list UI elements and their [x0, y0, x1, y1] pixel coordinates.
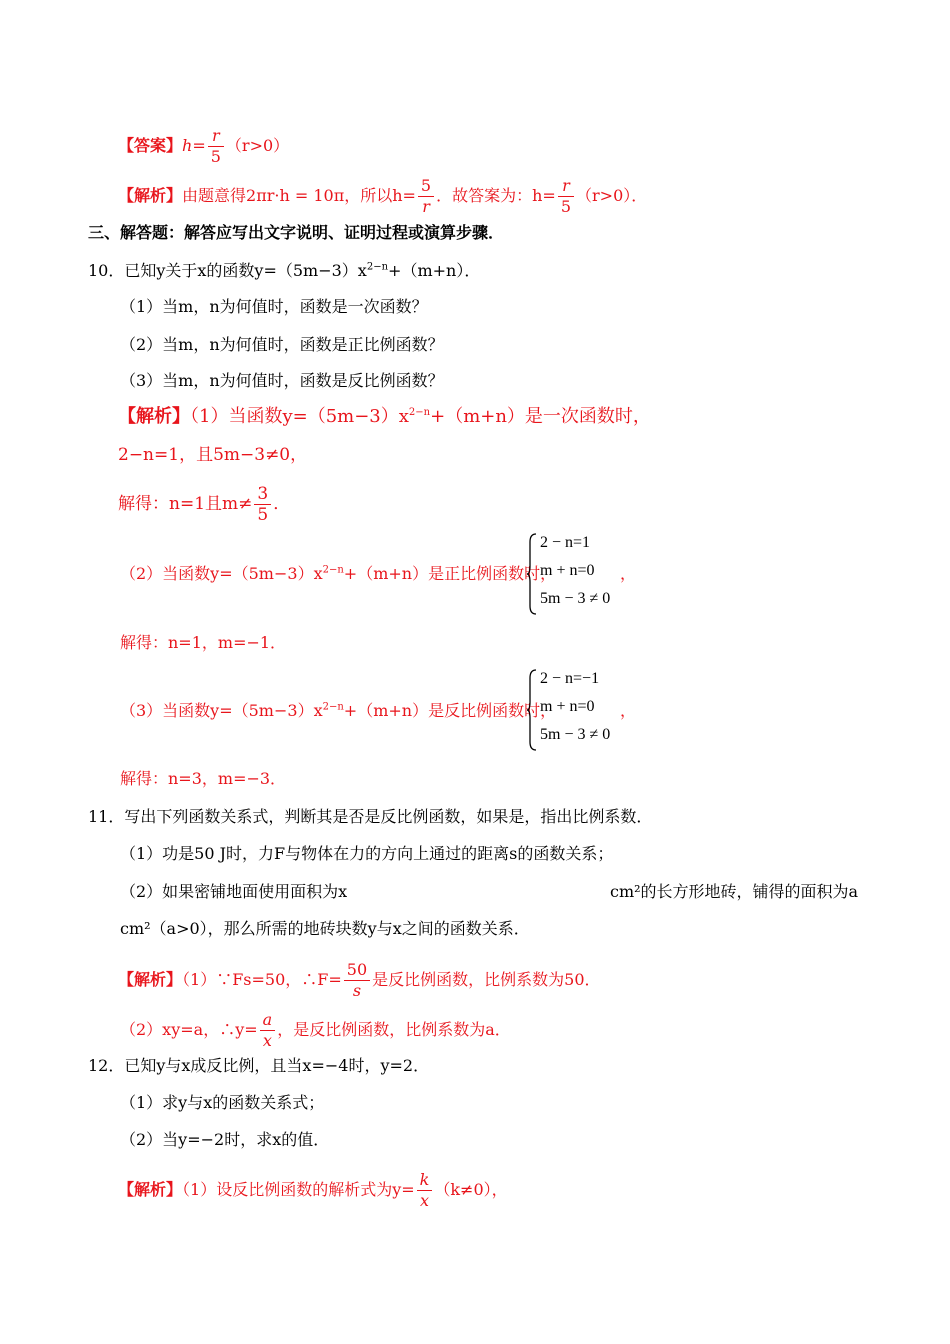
- q10-analysis-3: [120, 700, 556, 722]
- fraction-numerator: a: [260, 1010, 276, 1031]
- q11-analysis-1: [118, 960, 601, 1001]
- question-10-part-1: （1）当m，n为何值时，函数是一次函数？: [120, 297, 428, 316]
- analysis-text: +（m+n）是反比例函数时，: [343, 701, 557, 720]
- question-10-stem: [88, 260, 480, 282]
- q10-analysis-1: [118, 405, 651, 429]
- analysis-fraction: [344, 960, 370, 1001]
- analysis-text: （1）∵Fs=50，∴F=: [182, 970, 342, 989]
- answer-fraction: [208, 126, 224, 167]
- fraction-denominator: r: [422, 197, 430, 216]
- analysis-text: ．故答案为：h=: [436, 186, 556, 205]
- fraction-denominator: x: [419, 1191, 430, 1210]
- fraction-denominator: s: [352, 981, 362, 1000]
- answer-label: 【答案】: [118, 136, 183, 155]
- q11-analysis-2: [120, 1010, 511, 1051]
- section-heading: 三、解答题：解答应写出文字说明、证明过程或演算步骤．: [88, 223, 505, 242]
- analysis-label: 【解析】: [118, 1180, 183, 1199]
- fraction-denominator: 5: [257, 505, 269, 525]
- fraction-numerator: r: [208, 126, 224, 147]
- stem-text: 10．已知y关于x的函数y=（5m−3）x: [88, 261, 367, 280]
- analysis-text: ．: [273, 494, 291, 514]
- left-brace-icon: [526, 532, 538, 616]
- fraction-numerator: r: [558, 176, 574, 197]
- analysis-fraction-1: [418, 176, 434, 217]
- analysis-text: 由题意得2πr·h = 10π，所以h=: [182, 186, 416, 205]
- equation-row: 5m − 3 ≠ 0: [540, 726, 611, 743]
- analysis-text: （1）当函数y=（5m−3）x: [190, 406, 409, 427]
- question-11-part-1: （1）功是50 J时，力F与物体在力的方向上通过的距离s的函数关系；: [120, 844, 614, 863]
- question-11-part-2a: （2）如果密铺地面使用面积为x: [120, 882, 348, 901]
- question-12-part-2: （2）当y=−2时，求x的值．: [120, 1130, 330, 1149]
- q10-analysis-1-line-3: [118, 484, 290, 525]
- analysis-text: +（m+n）是一次函数时，: [430, 406, 651, 427]
- left-brace-icon: [526, 668, 538, 752]
- exponent: 2−n: [366, 261, 389, 273]
- fraction-numerator: 50: [344, 960, 370, 981]
- equation-row: 2 − n=1: [540, 534, 591, 551]
- analysis-text: （1）设反比例函数的解析式为y=: [182, 1180, 415, 1199]
- answer-line: [118, 126, 289, 167]
- equation-row: 5m − 3 ≠ 0: [540, 590, 611, 607]
- exponent: 2−n: [322, 564, 344, 576]
- analysis-text: （2）当函数y=（5m−3）x: [120, 564, 323, 583]
- fraction-denominator: x: [262, 1031, 272, 1050]
- analysis-label: 【解析】: [118, 970, 183, 989]
- fraction-denominator: 5: [210, 147, 221, 166]
- analysis-text: ，是反比例函数，比例系数为a．: [277, 1020, 511, 1039]
- q10-analysis-1-line-2: 2−n=1，且5m−3≠0，: [118, 445, 308, 465]
- question-11-stem: 11．写出下列函数关系式，判断其是否是反比例函数，如果是，指出比例系数．: [88, 807, 653, 826]
- analysis-text: （3）当函数y=（5m−3）x: [120, 701, 323, 720]
- question-12-stem: 12．已知y与x成反比例，且当x=−4时，y=2．: [88, 1056, 430, 1075]
- fraction-numerator: 5: [418, 176, 434, 197]
- fraction-numerator: k: [417, 1170, 433, 1191]
- question-11-part-2b: cm²的长方形地砖，铺得的面积为a: [610, 882, 859, 901]
- question-10-part-2: （2）当m，n为何值时，函数是正比例函数？: [120, 335, 444, 354]
- q10-analysis-2: [120, 563, 556, 585]
- equation-row: m + n=0: [540, 698, 595, 715]
- analysis-text: +（m+n）是正比例函数时，: [343, 564, 557, 583]
- q12-analysis-1: [118, 1170, 508, 1211]
- q10-solution-2: 解得：n=1，m=−1．: [120, 633, 287, 652]
- system-trailing-comma: ，: [620, 564, 637, 583]
- analysis-label: 【解析】: [118, 406, 190, 427]
- analysis-text: （r>0）．: [576, 186, 648, 205]
- analysis-fraction: [417, 1170, 433, 1211]
- fraction-numerator: 3: [254, 484, 271, 505]
- equation-row: 2 − n=−1: [540, 670, 600, 687]
- analysis-label: 【解析】: [118, 186, 183, 205]
- analysis-text: （2）xy=a，∴y=: [120, 1020, 258, 1039]
- q10-solution-3: 解得：n=3，m=−3．: [120, 769, 287, 788]
- analysis-fraction: [260, 1010, 276, 1051]
- answer-lhs: h=: [182, 136, 206, 155]
- question-11-part-2c: cm²（a>0），那么所需的地砖块数y与x之间的函数关系．: [120, 919, 530, 938]
- analysis-line-9: [118, 176, 647, 217]
- question-12-part-1: （1）求y与x的函数关系式；: [120, 1093, 325, 1112]
- stem-text: +（m+n）．: [388, 261, 481, 280]
- answer-condition: （r>0）: [225, 136, 290, 155]
- analysis-fraction: [254, 484, 271, 525]
- analysis-text: 是反比例函数，比例系数为50．: [372, 970, 601, 989]
- question-10-part-3: （3）当m，n为何值时，函数是反比例函数？: [120, 371, 444, 390]
- fraction-denominator: 5: [560, 197, 572, 216]
- exponent: 2−n: [322, 701, 344, 713]
- equation-row: m + n=0: [540, 562, 595, 579]
- system-trailing-comma: ，: [620, 701, 637, 720]
- analysis-text: 解得：n=1且m≠: [118, 494, 253, 514]
- analysis-fraction-2: [558, 176, 574, 217]
- analysis-text: （k≠0），: [434, 1180, 508, 1199]
- exponent: 2−n: [408, 407, 431, 418]
